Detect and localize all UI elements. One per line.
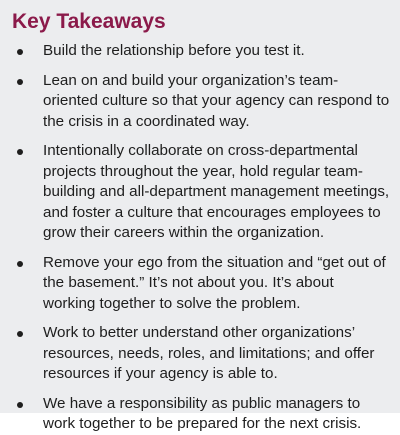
bullet-icon [17, 261, 23, 267]
panel-title: Key Takeaways [12, 10, 166, 33]
bullet-icon [17, 402, 23, 408]
list-item [12, 141, 390, 244]
list-item [12, 253, 390, 315]
list-item [12, 41, 390, 62]
list-item [12, 394, 390, 435]
list-item-text: Lean on and build your organization’s team-oriented culture so that your agency can respond to the crisis in a coordinated way. [43, 71, 390, 130]
list-item-text: Intentionally collaborate on cross-departmental projects throughout the year, hold regular team-building and all-department management meetings, and foster a culture that encourages employees to grow their careers within the organization. [43, 142, 390, 241]
takeaways-list [12, 41, 390, 435]
list-item-text: Build the relationship before you test it. [43, 42, 305, 59]
list-item-text: Work to better understand other organizations’ resources, needs, roles, and limitations; and offer resources if your agency is able to. [43, 324, 375, 382]
list-item-text: Remove your ego from the situation and “get out of the basement.” It’s not about you. It’s about working together to solve the problem. [43, 253, 386, 312]
bullet-icon [17, 331, 23, 337]
list-item-text: We have a responsibility as public managers to work together to be prepared for the next crisis. [43, 394, 362, 432]
list-item [12, 71, 390, 133]
list-item [12, 323, 390, 385]
bullet-icon [17, 149, 23, 155]
bullet-icon [17, 79, 23, 85]
bullet-icon [17, 49, 23, 55]
